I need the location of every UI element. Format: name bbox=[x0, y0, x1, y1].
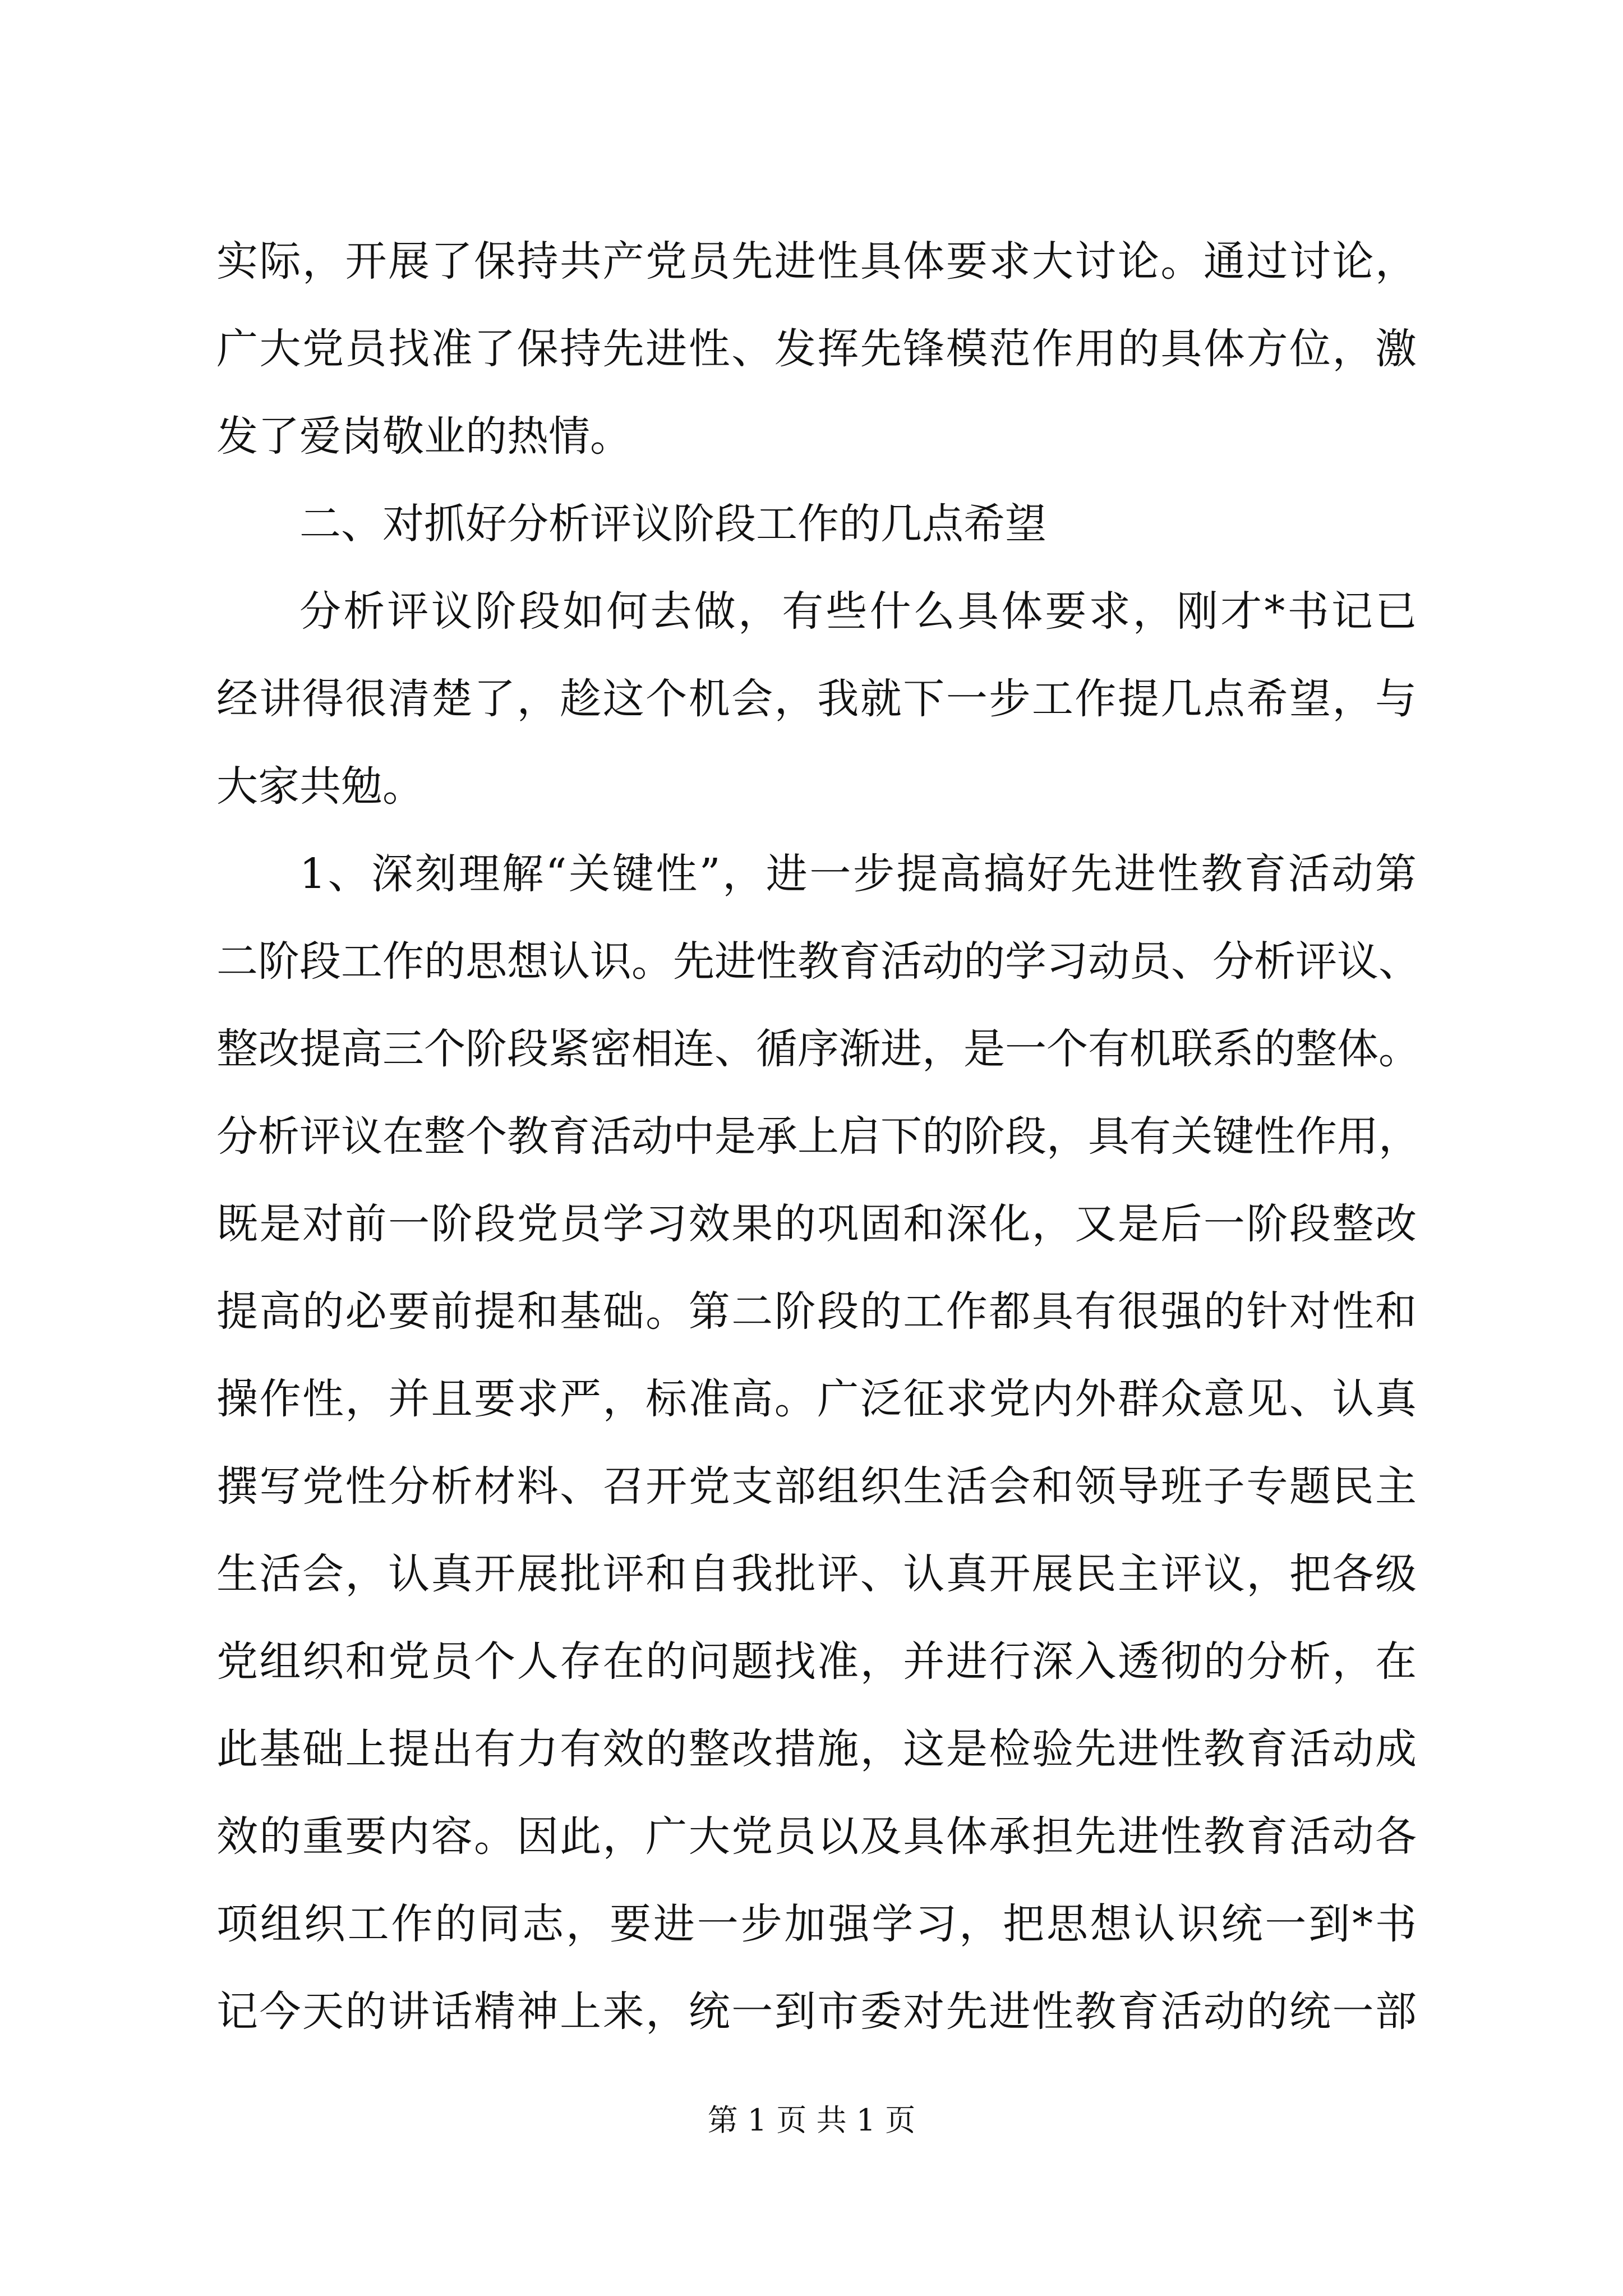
text-line: 效的重要内容。因此，广大党员以及具体承担先进性教育活动各 bbox=[216, 1812, 1417, 1861]
paragraph bbox=[216, 568, 1417, 830]
page-footer bbox=[0, 2101, 1623, 2140]
text-line: 操作性，并且要求严，标准高。广泛征求党内外群众意见、认真 bbox=[216, 1375, 1417, 1423]
section-heading bbox=[216, 480, 1417, 568]
text-line: 二阶段工作的思想认识。先进性教育活动的学习动员、分析评议、 bbox=[216, 937, 1420, 986]
text-line: 提高的必要前提和基础。第二阶段的工作都具有很强的针对性和 bbox=[216, 1287, 1417, 1336]
text-line: 党组织和党员个人存在的问题找准，并进行深入透彻的分析，在 bbox=[216, 1637, 1417, 1686]
document-body bbox=[216, 218, 1420, 2055]
text-line: 广大党员找准了保持先进性、发挥先锋模范作用的具体方位，激 bbox=[216, 325, 1417, 373]
text-line: 实际，开展了保持共产党员先进性具体要求大讨论。通过讨论， bbox=[216, 237, 1417, 286]
text-line: 此基础上提出有力有效的整改措施，这是检验先进性教育活动成 bbox=[216, 1725, 1417, 1773]
page-number-label: 第 1 页 共 1 页 bbox=[707, 2102, 916, 2138]
text-line: 分析评议阶段如何去做，有些什么具体要求，刚才*书记已 bbox=[299, 587, 1417, 636]
text-line: 生活会，认真开展批评和自我批评、认真开展民主评议，把各级 bbox=[216, 1550, 1417, 1598]
text-line: 发了爱岗敬业的热情。 bbox=[216, 412, 631, 461]
paragraph bbox=[216, 830, 1420, 2055]
text-line: 既是对前一阶段党员学习效果的巩固和深化，又是后一阶段整改 bbox=[216, 1200, 1417, 1248]
text-line: 分析评议在整个教育活动中是承上启下的阶段，具有关键性作用， bbox=[216, 1112, 1420, 1161]
text-line: 1、深刻理解“关键性”，进一步提高搞好先进性教育活动第 bbox=[299, 850, 1417, 898]
heading-line: 二、对抓好分析评议阶段工作的几点希望 bbox=[299, 500, 1046, 548]
paragraph bbox=[216, 218, 1417, 480]
text-line: 整改提高三个阶段紧密相连、循序渐进，是一个有机联系的整体。 bbox=[216, 1025, 1420, 1073]
text-line: 记今天的讲话精神上来，统一到市委对先进性教育活动的统一部 bbox=[216, 1987, 1417, 2036]
text-line: 大家共勉。 bbox=[216, 762, 424, 811]
text-line: 经讲得很清楚了，趁这个机会，我就下一步工作提几点希望，与 bbox=[216, 675, 1417, 723]
text-line: 撰写党性分析材料、召开党支部组织生活会和领导班子专题民主 bbox=[216, 1462, 1417, 1511]
text-line: 项组织工作的同志，要进一步加强学习，把思想认识统一到*书 bbox=[216, 1900, 1417, 1948]
